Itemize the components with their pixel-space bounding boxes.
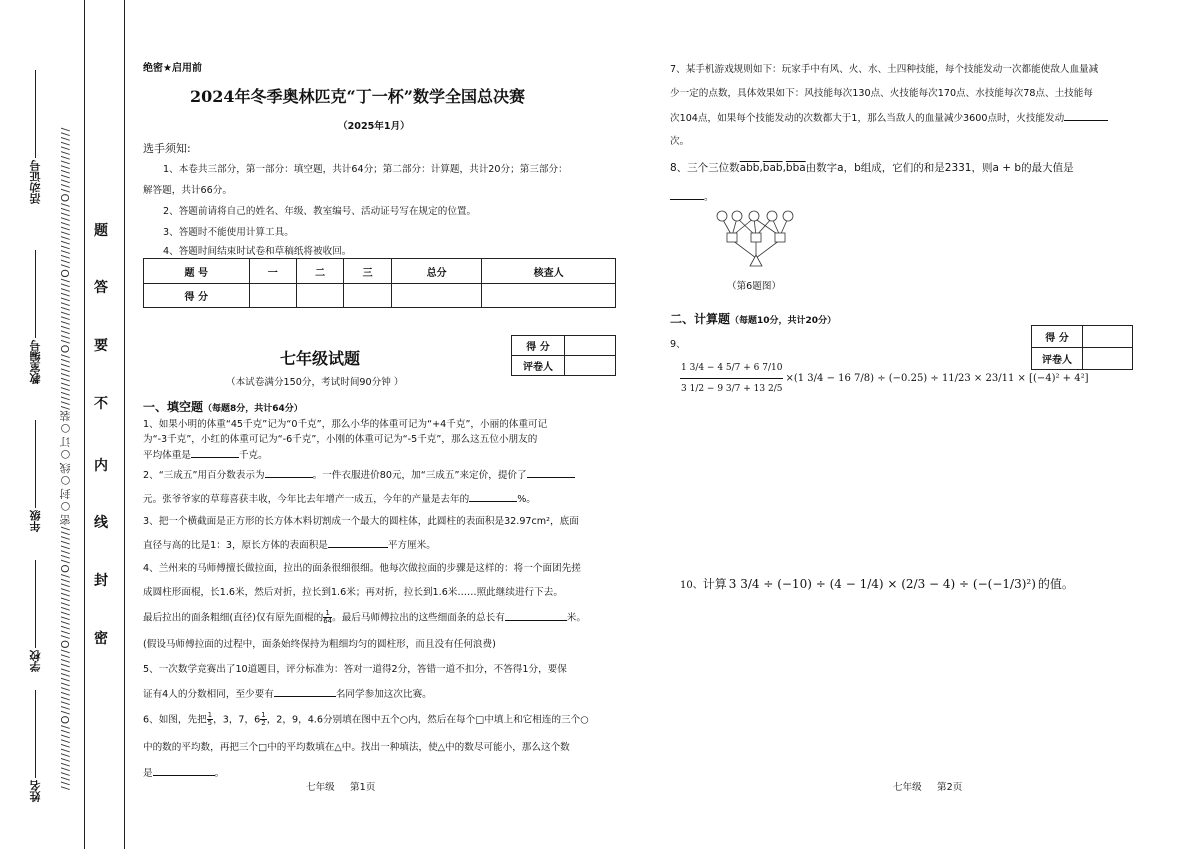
score-row-label: 得 分	[144, 284, 250, 308]
exam-info: （本试卷满分150分，考试时间90分钟 ）	[226, 377, 404, 388]
field-grade[interactable]: 年级	[28, 420, 44, 532]
q7-line: 次104点，如果每个技能发动的次数都大于1，那么当敌人的血量减少3600点时，火技能发动	[670, 111, 1108, 125]
q3-line: 3、把一个横截面是正方形的长方体木料切割成一个最大的圆柱体，此圆柱的表面积是32.97cm²，底面	[143, 516, 579, 527]
fraction: $\frac{1}{2}$	[261, 711, 266, 727]
figure-circle	[767, 211, 777, 221]
seal-word: 内	[94, 458, 108, 474]
figure-q6-diagram	[712, 210, 802, 272]
field-activity-id[interactable]: 活动证号	[28, 70, 44, 204]
figure-square	[727, 233, 737, 242]
seal-word: 线	[94, 515, 108, 531]
q9-numerator: 1 3/4 − 4 5/7 + 6 7/10	[680, 358, 783, 379]
exam-date: （2025年1月）	[338, 121, 410, 132]
q6-line: 6、如图，先把 $\frac{1}{5}$ ，3，7，6 $\frac{1}{2}$ ，2，9，4.6分别填在图中五个○内，然后在每个□中填上和它相连的三个○	[143, 711, 589, 727]
fraction: $\frac{1}{64}$	[323, 609, 333, 625]
score-cell[interactable]	[249, 284, 296, 308]
answer-blank[interactable]	[265, 468, 313, 478]
score-table-header: 题 号	[144, 259, 250, 284]
q9-label: 9、	[670, 339, 686, 350]
answer-blank[interactable]	[505, 611, 567, 621]
score-cell[interactable]	[482, 284, 616, 308]
binding-line-left	[84, 0, 85, 849]
q9-big-fraction	[680, 358, 783, 399]
q4-line: (假设马师傅拉面的过程中，面条始终保持为粗细均匀的圆柱形，而且没有任何浪费)	[143, 639, 496, 650]
q7-line: 次。	[670, 136, 690, 147]
seal-word: 封	[94, 573, 108, 589]
figure-circle	[749, 211, 759, 221]
figure-circle	[783, 211, 793, 221]
seal-word: 密	[94, 631, 108, 647]
seal-word: 答	[94, 280, 108, 296]
q7-line: 7、某手机游戏规则如下：玩家手中有风、火、水、土四种技能，每个技能发动一次都能使敌人血量减	[670, 64, 1099, 75]
q4-line: 最后拉出的面条粗细(直径)仅有原先面棍的 $\frac{1}{64}$ 。最后马师傅拉出的这些细面条的总长有 米。	[143, 609, 586, 625]
page1-footer: 七年级 第1页	[306, 782, 376, 793]
q7-line: 少一定的点数，具体效果如下：风技能每次130点、火技能每次170点、水技能每次78点、土技能每	[670, 88, 1093, 99]
q8-line: 8、三个三位数$\overline{abb},\overline{bab},\overline{bba}$由数字a，b组成，它们的和是2331，则a + b的最大值是	[670, 162, 1074, 174]
notice-title: 选手须知:	[143, 142, 191, 155]
figure-square	[775, 233, 785, 242]
score-cell[interactable]	[344, 284, 391, 308]
notice-line: 1、本卷共三部分，第一部分：填空题，共计64分；第二部分：计算题，共计20分；第三部分：	[163, 164, 568, 175]
q2-line: 2、“三成五”用百分数表示为 。一件衣服进价80元，加“三成五”来定价，提价了	[143, 468, 575, 482]
score-table-header: 总分	[391, 259, 482, 284]
section2-title: 二、计算题（每题10分，共计20分）	[670, 312, 837, 326]
page-title: 2024年冬季奥林匹克“丁一杯”数学全国总决赛	[190, 87, 525, 106]
mini-grader-label: 评卷人	[512, 356, 565, 376]
mini-score-label: 得 分	[512, 336, 565, 356]
q10-line: 10、计算 3 3/4 ÷ (−10) ÷ (4 − 1/4) × (2/3 − 4) ÷ (−(−1/3)²) 的值。	[680, 577, 1074, 591]
mini-grader-label: 评卷人	[1032, 348, 1083, 370]
mini-grader-cell[interactable]	[565, 356, 616, 376]
figure-circle	[717, 211, 727, 221]
section1-title: 一、填空题（每题8分，共计64分）	[143, 400, 303, 414]
q5-line: 5、一次数学竞赛出了10道题目，评分标准为：答对一道得2分，答错一道不扣分，不答得1分，要保	[143, 664, 567, 675]
notice-line: 3、答题时不能使用计算工具。	[163, 227, 294, 238]
field-classroom-no[interactable]: 教室编号	[28, 250, 44, 384]
grade-title: 七年级试题	[280, 349, 361, 368]
notice-line: 解答题，共计66分。	[143, 185, 232, 196]
answer-blank[interactable]	[527, 468, 575, 478]
field-name[interactable]: 姓名	[28, 690, 44, 802]
score-table	[143, 258, 616, 308]
score-cell[interactable]	[391, 284, 482, 308]
q9-rest: ×(1 3/4 − 16 7/8) ÷ (−0.25) ÷ 11/23 × 23/11 × [(−4)² + 4²]	[785, 373, 1089, 384]
q4-line: 成圆柱形面棍，长1.6米，然后对折，拉长到1.6米；再对折，拉长到1.6米……照此继续进行下去。	[143, 587, 563, 598]
binding-line-right	[124, 0, 125, 849]
fraction: $\frac{1}{5}$	[207, 711, 213, 727]
mini-score-label: 得 分	[1032, 326, 1083, 348]
q6-line: 是 。	[143, 768, 225, 779]
mini-grader-cell[interactable]	[1083, 348, 1133, 370]
q1-line: 平均体重是 千克。	[143, 450, 268, 461]
answer-blank[interactable]	[670, 190, 704, 200]
q1-line: 为“-3千克”，小红的体重可记为“-6千克”，小刚的体重可记为“-5千克”，那么这五位小朋友的	[143, 434, 538, 445]
q5-line: 证有4人的分数相同，至少要有 名同学参加这次比赛。	[143, 689, 432, 700]
secret-label: 绝密★启用前	[143, 63, 202, 74]
field-school[interactable]: 学校	[28, 560, 44, 672]
seal-word: 不	[94, 396, 108, 412]
answer-blank[interactable]	[274, 687, 336, 697]
mini-score-cell[interactable]	[565, 336, 616, 356]
q9-expression	[680, 358, 1089, 399]
q9-denominator: 3 1/2 − 9 3/7 + 13 2/5	[681, 384, 783, 394]
mini-score-table	[511, 335, 616, 376]
page2-footer: 七年级 第2页	[893, 782, 963, 793]
answer-blank[interactable]	[153, 766, 215, 776]
seal-word: 要	[94, 338, 108, 354]
mini-score-cell[interactable]	[1083, 326, 1133, 348]
q8-line: 。	[670, 190, 714, 204]
answer-blank[interactable]	[1064, 111, 1108, 121]
figure-square	[751, 233, 761, 242]
answer-blank[interactable]	[191, 448, 239, 458]
score-table-header: 二	[296, 259, 343, 284]
answer-blank[interactable]	[469, 492, 517, 502]
score-table-header: 一	[249, 259, 296, 284]
q3-line: 直径与高的比是1：3，原长方体的表面积是 平方厘米。	[143, 540, 436, 551]
notice-line: 2、答题前请将自己的姓名、年级、教室编号、活动证号写在规定的位置。	[163, 206, 477, 217]
score-cell[interactable]	[296, 284, 343, 308]
q2-line: 元。张爷爷家的草莓喜获丰收，今年比去年增产一成五，今年的产量是去年的 %。	[143, 494, 536, 505]
score-table-header: 核查人	[482, 259, 616, 284]
seal-line: //////////////O//////////////O//////////////O////////密○封○线○订○装////////////O//////////////O//////////////O//////////////	[59, 126, 72, 790]
q6-line: 中的数的平均数，再把三个□中的平均数填在△中。找出一种填法，使△中的数尽可能小，那么这个数	[143, 742, 570, 753]
seal-word: 题	[94, 223, 108, 239]
notice-line: 4、答题时间结束时试卷和草稿纸将被收回。	[163, 246, 352, 257]
score-table-header: 三	[344, 259, 391, 284]
q4-line: 4、兰州来的马师傅擅长做拉面，拉出的面条很细很细。他每次做拉面的步骤是这样的：将一个面团先搓	[143, 563, 581, 574]
answer-blank[interactable]	[328, 538, 388, 548]
q1-line: 1、如果小明的体重“45千克”记为“0千克”，那么小华的体重可记为“+4千克”，小丽的体重可记	[143, 419, 548, 430]
figure-circle	[732, 211, 742, 221]
figure-caption: （第6题图）	[727, 281, 782, 292]
figure-triangle	[750, 255, 762, 266]
q10-expression: 3 3/4 ÷ (−10) ÷ (4 − 1/4) × (2/3 − 4) ÷ (−(−1/3)²)	[728, 577, 1036, 591]
